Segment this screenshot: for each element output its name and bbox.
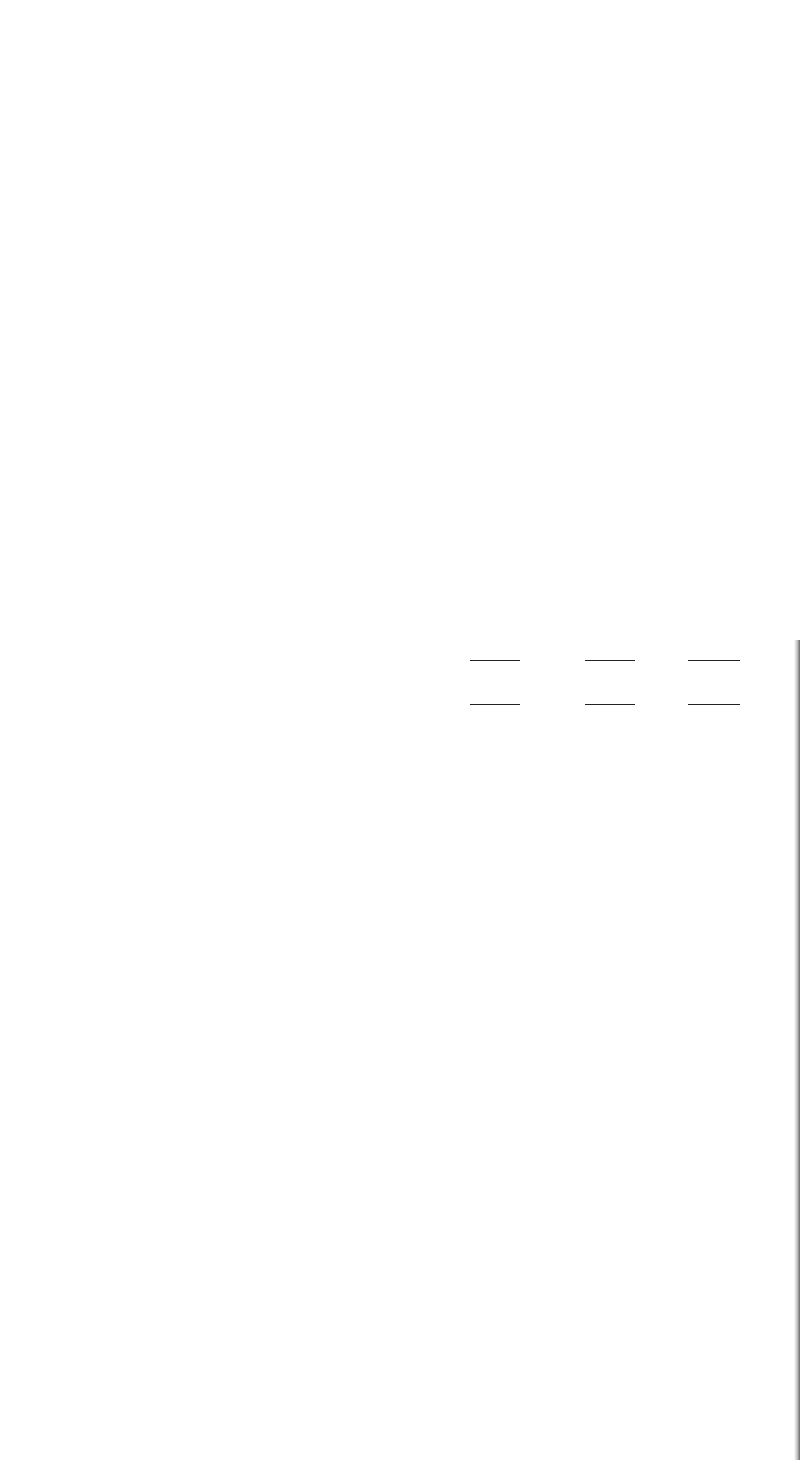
rule-males-top (470, 660, 520, 661)
rule-females-top (585, 660, 635, 661)
rule-males-bottom (470, 704, 520, 705)
total-row (0, 666, 800, 690)
rule-females-bottom (585, 704, 635, 705)
rule-total-bottom (688, 704, 740, 705)
rule-total-top (688, 660, 740, 661)
scanned-page-edge (794, 640, 800, 1460)
